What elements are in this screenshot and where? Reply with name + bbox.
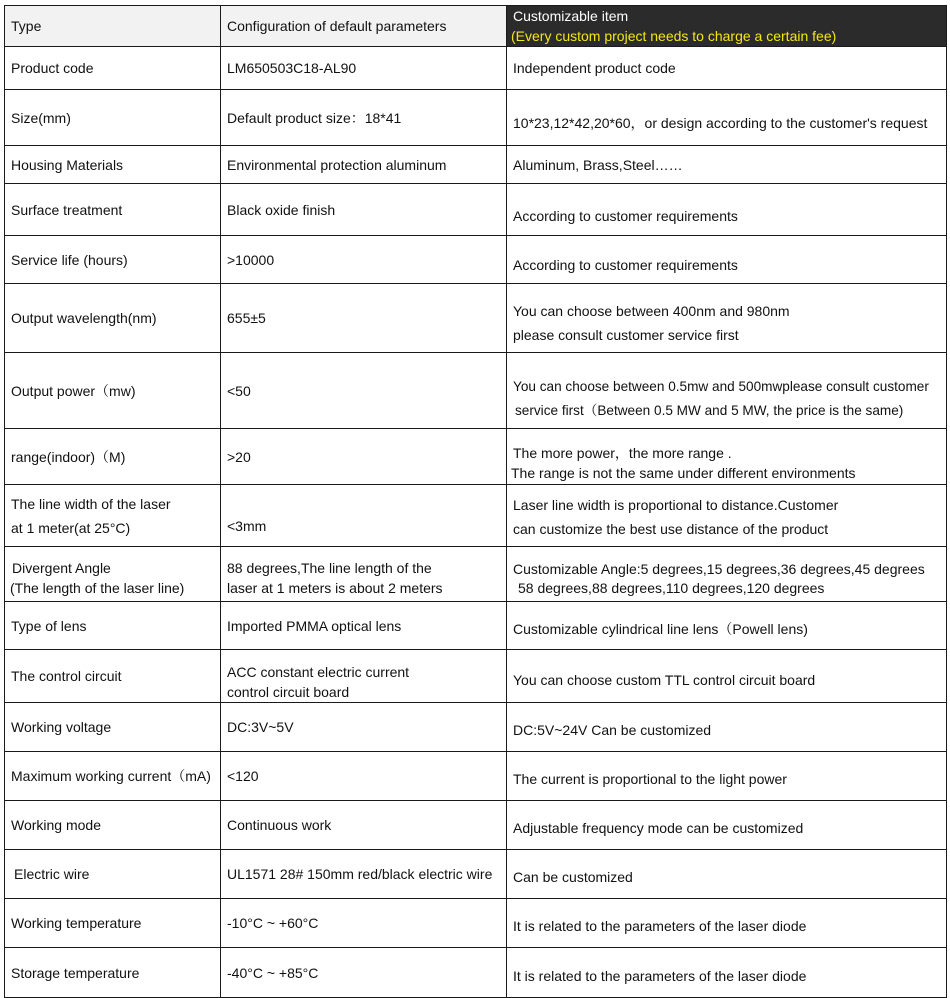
default-cell: DC:3V~5V xyxy=(221,703,507,752)
table-row xyxy=(5,602,947,650)
default-cell: LM650503C18-AL90 xyxy=(221,47,507,90)
custom-line: Customizable Angle:5 degrees,15 degrees,36 degrees,45 degrees xyxy=(513,561,925,577)
type-cell: Storage temperature xyxy=(5,948,221,998)
default-cell: -40°C ~ +85°C xyxy=(221,948,507,998)
default-cell: -10°C ~ +60°C xyxy=(221,899,507,948)
header-default: Configuration of default parameters xyxy=(221,6,507,47)
default-cell: <120 xyxy=(221,752,507,801)
default-cell: <50 xyxy=(221,353,507,429)
default-cell: >10000 xyxy=(221,236,507,284)
table-row xyxy=(5,850,947,899)
custom-line: Adjustable frequency mode can be customized xyxy=(513,820,804,836)
default-line: ACC constant electric current xyxy=(227,664,410,680)
custom-line: Independent product code xyxy=(513,60,676,76)
type-cell: Working voltage xyxy=(5,703,221,752)
custom-cell xyxy=(507,801,947,850)
type-line: Divergent Angle xyxy=(12,560,111,576)
type-cell: range(indoor)（M) xyxy=(5,429,221,485)
custom-cell xyxy=(507,602,947,650)
default-cell: >20 xyxy=(221,429,507,485)
type-cell: Housing Materials xyxy=(5,146,221,184)
custom-cell xyxy=(507,703,947,752)
header-row xyxy=(5,6,947,47)
custom-cell xyxy=(507,184,947,236)
default-cell: <3mm xyxy=(221,485,507,547)
table-row xyxy=(5,146,947,184)
custom-line: You can choose custom TTL control circuit board xyxy=(513,671,816,688)
custom-cell xyxy=(507,899,947,948)
custom-cell xyxy=(507,47,947,90)
table-row xyxy=(5,752,947,801)
header-custom xyxy=(507,6,947,47)
custom-line: 10*23,12*42,20*60，or design according to the customer's request xyxy=(513,114,928,131)
default-cell: Black oxide finish xyxy=(221,184,507,236)
custom-cell xyxy=(507,284,947,353)
type-cell: Product code xyxy=(5,47,221,90)
default-cell: Environmental protection aluminum xyxy=(221,146,507,184)
custom-line: please consult customer service first xyxy=(513,326,739,343)
type-cell xyxy=(5,547,221,602)
type-cell: Size(mm) xyxy=(5,90,221,146)
custom-cell xyxy=(507,948,947,998)
table-row xyxy=(5,284,947,353)
table-row xyxy=(5,547,947,602)
custom-cell xyxy=(507,429,947,485)
default-cell: 655±5 xyxy=(221,284,507,353)
default-cell: UL1571 28# 150mm red/black electric wire xyxy=(221,850,507,899)
table-row xyxy=(5,801,947,850)
custom-line: According to customer requirements xyxy=(513,207,738,224)
custom-line: service first（Between 0.5 MW and 5 MW, the price is the same) xyxy=(515,402,904,418)
type-line: The line width of the laser xyxy=(11,495,171,512)
default-cell xyxy=(221,650,507,703)
type-line: (The length of the laser line) xyxy=(10,580,185,596)
custom-line: It is related to the parameters of the laser diode xyxy=(513,967,807,984)
header-custom-title: Customizable item xyxy=(513,8,629,24)
custom-line: DC:5V~24V Can be customized xyxy=(513,722,712,738)
type-cell: Type of lens xyxy=(5,602,221,650)
spec-table xyxy=(4,5,947,998)
table-row xyxy=(5,236,947,284)
custom-line: Aluminum, Brass,Steel…… xyxy=(513,156,683,173)
type-cell: Surface treatment xyxy=(5,184,221,236)
default-line: 88 degrees,The line length of the xyxy=(227,560,432,576)
table-row xyxy=(5,703,947,752)
custom-line: You can choose between 0.5mw and 500mwplease consult customer xyxy=(513,378,929,394)
table-row xyxy=(5,184,947,236)
custom-line: 58 degrees,88 degrees,110 degrees,120 degrees xyxy=(518,580,825,596)
default-cell: Imported PMMA optical lens xyxy=(221,602,507,650)
type-cell: Working temperature xyxy=(5,899,221,948)
custom-line: It is related to the parameters of the laser diode xyxy=(513,918,807,934)
custom-cell xyxy=(507,90,947,146)
custom-cell xyxy=(507,547,947,602)
type-line: at 1 meter(at 25°C) xyxy=(11,519,131,536)
table-row xyxy=(5,353,947,429)
custom-cell xyxy=(507,236,947,284)
custom-line: According to customer requirements xyxy=(513,257,738,273)
default-cell: Continuous work xyxy=(221,801,507,850)
custom-line: The range is not the same under different environments xyxy=(511,465,856,481)
custom-line: The current is proportional to the light power xyxy=(513,771,787,787)
custom-line: The more power，the more range . xyxy=(513,445,732,461)
custom-line: can customize the best use distance of the product xyxy=(513,520,829,537)
type-cell: Working mode xyxy=(5,801,221,850)
default-line: control circuit board xyxy=(227,684,350,700)
table-row xyxy=(5,485,947,547)
type-cell: Output wavelength(nm) xyxy=(5,284,221,353)
type-cell: The control circuit xyxy=(5,650,221,703)
default-cell xyxy=(221,547,507,602)
custom-line: Laser line width is proportional to distance.Customer xyxy=(513,496,839,513)
table-row xyxy=(5,47,947,90)
type-cell: Electric wire xyxy=(5,850,221,899)
custom-line: Can be customized xyxy=(513,869,633,885)
table-row xyxy=(5,429,947,485)
header-custom-note: (Every custom project needs to charge a certain fee) xyxy=(511,28,837,44)
header-type: Type xyxy=(5,6,221,47)
type-cell: Output power（mw) xyxy=(5,353,221,429)
custom-cell xyxy=(507,353,947,429)
type-cell xyxy=(5,485,221,547)
default-line: laser at 1 meters is about 2 meters xyxy=(227,580,443,596)
table-row xyxy=(5,650,947,703)
custom-cell xyxy=(507,650,947,703)
custom-line: You can choose between 400nm and 980nm xyxy=(513,302,790,319)
table-row xyxy=(5,948,947,998)
table-row xyxy=(5,90,947,146)
type-cell: Maximum working current（mA) xyxy=(5,752,221,801)
table-row xyxy=(5,899,947,948)
default-cell: Default product size：18*41 xyxy=(221,90,507,146)
custom-cell xyxy=(507,485,947,547)
type-cell: Service life (hours) xyxy=(5,236,221,284)
custom-line: Customizable cylindrical line lens（Powell lens) xyxy=(513,620,808,637)
custom-cell xyxy=(507,752,947,801)
custom-cell xyxy=(507,146,947,184)
custom-cell xyxy=(507,850,947,899)
